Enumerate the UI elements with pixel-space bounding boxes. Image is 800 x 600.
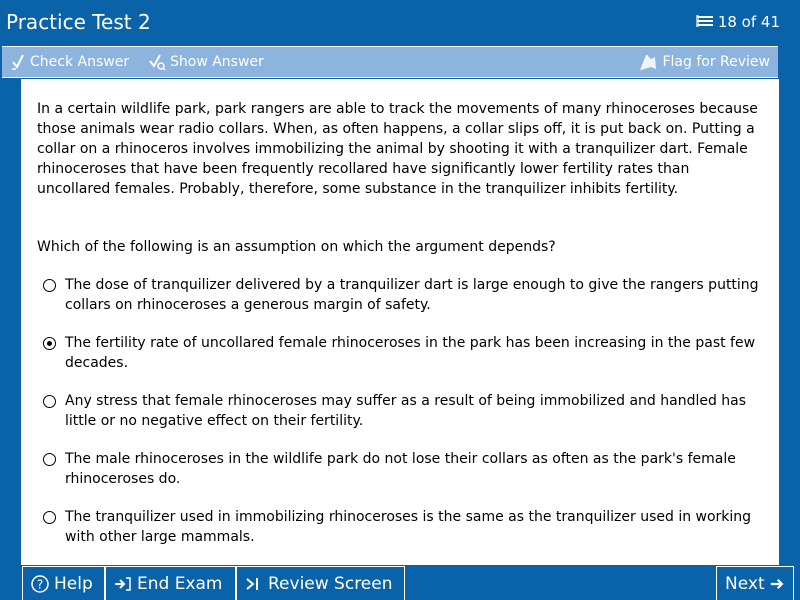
- flag-review-label: Flag for Review: [662, 54, 770, 70]
- help-icon: [31, 575, 49, 593]
- question-panel: [21, 79, 779, 565]
- app-title: Practice Test 2: [6, 10, 151, 34]
- flag-icon: [638, 53, 658, 71]
- radio-button[interactable]: [43, 337, 56, 350]
- radio-button[interactable]: [43, 279, 56, 292]
- review-screen-icon: [245, 576, 263, 592]
- check-answer-button[interactable]: [10, 52, 129, 72]
- show-answer-icon: [148, 53, 166, 71]
- answer-option-text: The tranquilizer used in immobilizing rhinoceroses is the same as the tranquilizer used in working with other large mammals.: [65, 509, 752, 545]
- answer-option-text: The fertility rate of uncollared female rhinoceroses in the park has been increasing in the past few decades.: [65, 335, 756, 371]
- end-exam-icon: [114, 576, 132, 592]
- review-screen-label: Review Screen: [268, 573, 393, 594]
- radio-button[interactable]: [43, 395, 56, 408]
- answer-option-b[interactable]: [43, 333, 759, 373]
- end-exam-button[interactable]: [105, 566, 236, 600]
- arrow-right-icon: [770, 576, 785, 592]
- bottom-bar: [0, 566, 800, 600]
- list-icon: [696, 15, 714, 29]
- check-answer-label: Check Answer: [30, 54, 130, 70]
- question-stem: In a certain wildlife park, park rangers are able to track the movements of many rhinoceroses because those animals wear radio collars. When, as often happens, a collar slips off, it is put back on. Putting a collar on a rhinoceros involves immobilizing the animal by shooting it with a tranquilizer dart. Female rhinoceroses that have been frequently recollared have significantly lower fertility rates than uncollared females. Probably, therefore, some substance in the tranquilizer inhibits fertility.: [37, 101, 758, 197]
- radio-button[interactable]: [43, 511, 56, 524]
- next-label: Next: [725, 573, 765, 594]
- question-prompt: Which of the following is an assumption on which the argument depends?: [37, 239, 556, 255]
- show-answer-label: Show Answer: [170, 54, 264, 70]
- question-progress: [696, 13, 780, 31]
- next-button[interactable]: [716, 566, 794, 600]
- radio-button[interactable]: [43, 453, 56, 466]
- help-button[interactable]: [22, 566, 105, 600]
- review-screen-button[interactable]: [236, 566, 405, 600]
- answer-option-text: Any stress that female rhinoceroses may suffer as a result of being immobilized and handled has little or no negative effect on their fertility.: [65, 393, 747, 429]
- answer-option-text: The dose of tranquilizer delivered by a tranquilizer dart is large enough to give the rangers putting collars on rhinoceroses a generous margin of safety.: [65, 277, 759, 313]
- toolbar: [2, 46, 778, 78]
- show-answer-button[interactable]: [148, 52, 264, 72]
- progress-text: 18 of 41: [717, 13, 780, 31]
- end-exam-label: End Exam: [137, 573, 223, 594]
- answer-option-a[interactable]: [43, 275, 759, 315]
- answer-option-d[interactable]: [43, 449, 759, 489]
- svg-text:?: ?: [36, 577, 44, 591]
- answer-option-c[interactable]: [43, 391, 759, 431]
- help-label: Help: [54, 573, 93, 594]
- answer-option-e[interactable]: [43, 507, 759, 547]
- check-icon: [10, 53, 26, 71]
- flag-review-button[interactable]: [638, 52, 770, 72]
- title-bar: [0, 0, 800, 45]
- answer-option-text: The male rhinoceroses in the wildlife park do not lose their collars as often as the park's female rhinoceroses do.: [65, 451, 736, 487]
